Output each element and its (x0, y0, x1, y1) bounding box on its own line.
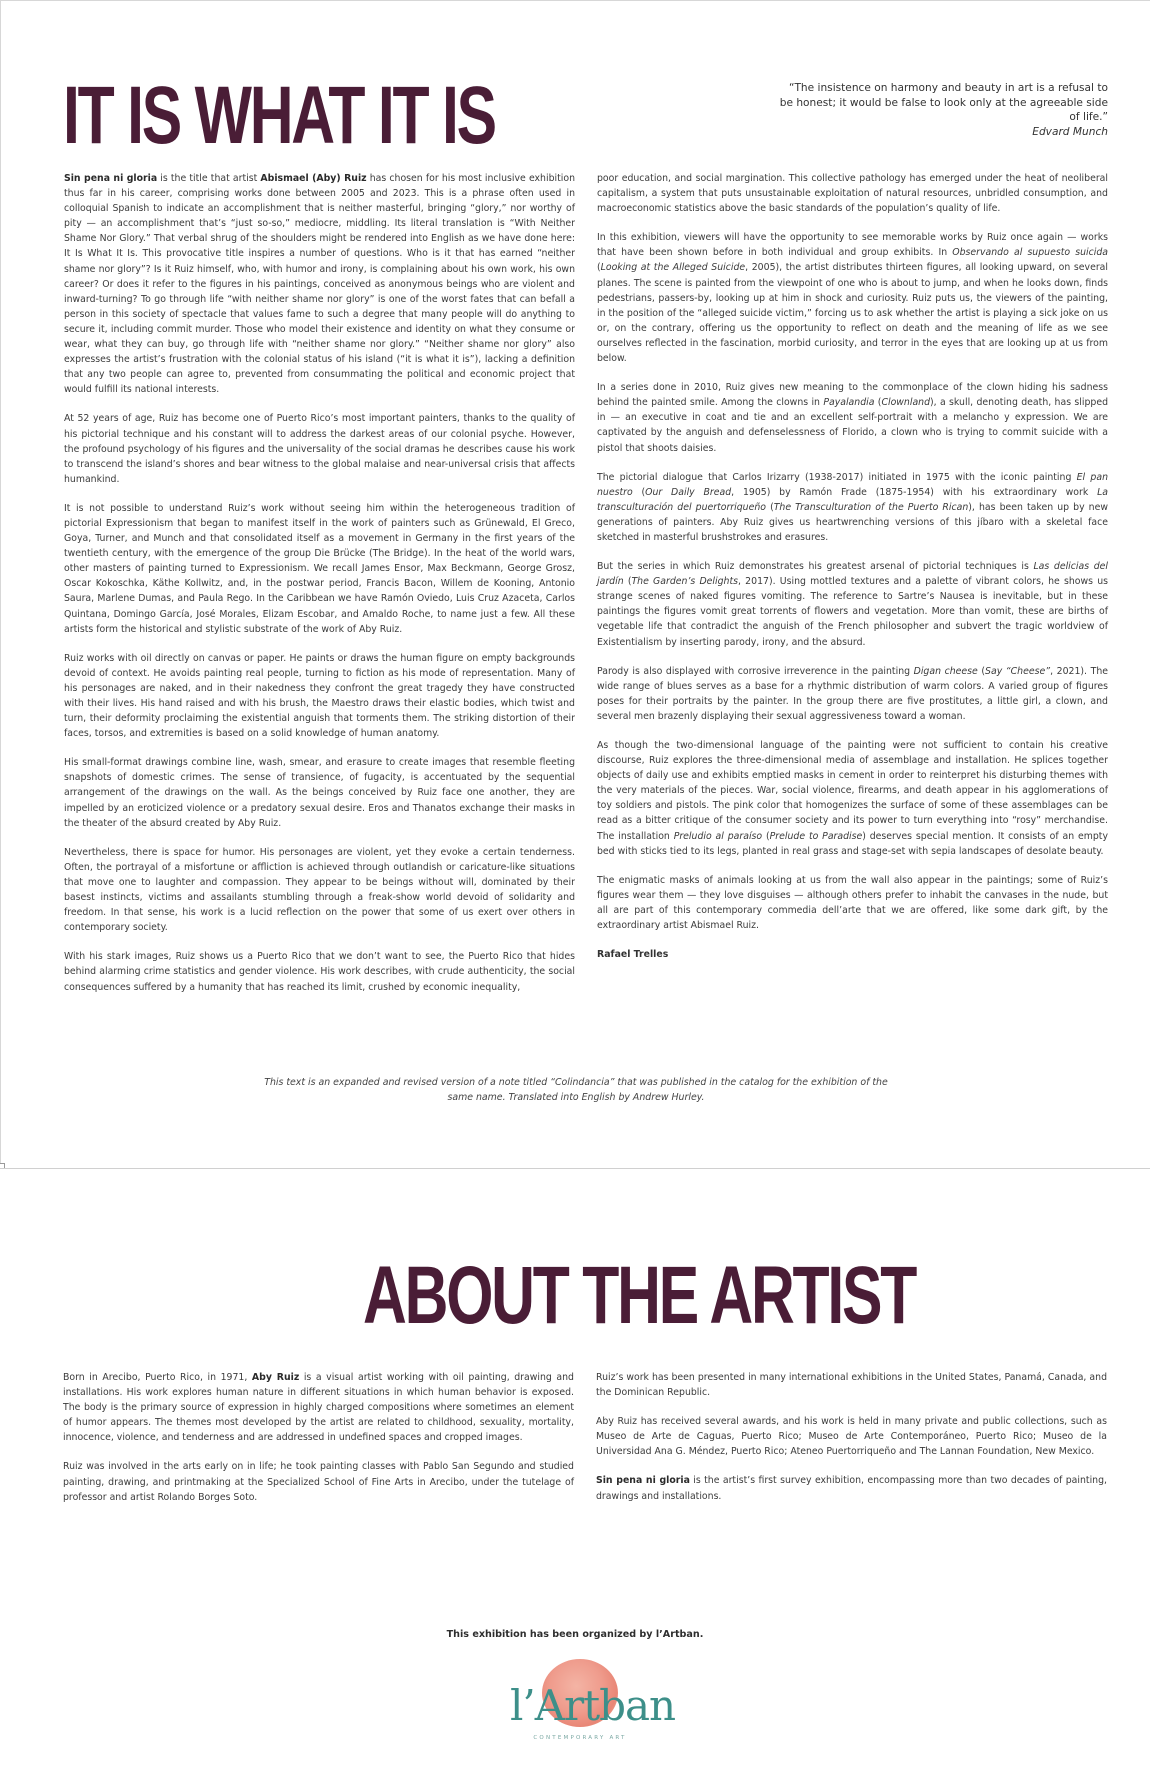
paragraph (596, 1473, 1107, 1503)
work-title: Our Daily Bread (645, 486, 732, 498)
paragraph: With his stark images, Ruiz shows us a Puerto Rico that we don’t want to see, the Puerto Rico that hides behind alarming crime statistics and gender violence. His work describes, with crude authenticity, the social consequences suffered by a humanity that has reached its limit, crushed by economic inequality, (64, 951, 575, 993)
paragraph (597, 738, 1108, 859)
work-title: Looking at the Alleged Suicide (600, 262, 746, 274)
work-title: El pan nuestro (597, 471, 1108, 498)
text-run: ( (632, 486, 646, 498)
work-title: Clownland (881, 397, 931, 409)
text-run: is the artist’s first survey exhibition, encompassing more than two decades of painting, drawings and installations. (596, 1475, 1108, 1502)
paragraph (63, 1370, 574, 1445)
work-title: La transculturación del puertorriqueño (597, 486, 1109, 513)
text-run: ), a skull, denoting death, has slipped in — an executive in coat and tie and an excellent self-portrait with a melancho y expression. We are captivated by the anguish and defenselessness of Florido, a clown who is trying to commit suicide with a pistol that shoots daisies. (597, 397, 1109, 454)
work-title: Payalandia (823, 397, 875, 409)
work-title: The Garden’s Delights (631, 576, 739, 588)
work-title: Las delicias del jardín (597, 561, 1108, 588)
text-run: In this exhibition, viewers will have the opportunity to see memorable works by Ruiz once again — works that have been shown before in both individual and group exhibits. In (597, 232, 1108, 259)
quote-author: Edvard Munch (1032, 125, 1108, 138)
text-run: , 2005), the artist distributes thirteen figures, all looking upward, on several planes. The scene is painted from the viewpoint of one who is about to jump, and when he looks down, finds pedestrians, passers-by, looking up at him in shock and curiosity. Ruiz puts us, the viewers of the painting, in the position of the “alleged suicide victim,” forcing us to ask whether the artist is playing a sick joke on us or, on the contrary, offering us the opportunity to reflect on death and the meaning of life as we see ourselves reflected in the fascination, morbid curiosity, and terror in the eyes that are looking up at us from below. (597, 262, 1108, 365)
about-title: ABOUT THE ARTIST (363, 1250, 916, 1341)
paragraph (597, 664, 1108, 724)
about-page (0, 1168, 1150, 1782)
work-title: Say “Cheese” (985, 665, 1051, 677)
text-run: Born in Arecibo, Puerto Rico, in 1971, (63, 1372, 252, 1383)
text-run: is a visual artist working with oil painting, drawing and installations. His work explores human nature in different situations in which human behavior is exposed. The body is the primary source of expression in highly charged compositions where sometimes an element of humor appears. The themes most developed by the artist are related to childhood, sexuality, mortality, innocence, violence, and tenderness and are addressed in undefined spaces and cropped images. (63, 1372, 574, 1444)
text-run: , 2017). Using mottled textures and a palette of vibrant colors, he shows us strange scenes of naked figures vomiting. The reference to Sartre’s Nausea is inevitable, but in these paintings the figures vomit great torrents of flowers and vegetation. More than vomit, these are births of vegetable life that contradict the anguish of the French philosopher and subvert the tragic worldview of Existentialism by inserting parody, irony, and the absurd. (597, 576, 1109, 648)
lartban-logo (510, 1659, 676, 1754)
text-run: ), has been taken up by new generations of painters. Aby Ruiz gives us heartwrenching versions of this jíbaro with a skeletal face sketched in masterful brushstrokes and erasures. (597, 501, 1108, 543)
text-run: is the title that artist (157, 173, 261, 184)
artist-name-bold: Abismael (Aby) Ruiz (260, 173, 367, 184)
exhibition-title-bold: Sin pena ni gloria (596, 1475, 690, 1487)
text-run: As though the two-dimensional language of the painting were not sufficient to contain his creative discourse, Ruiz explores the three-dimensional media of assemblage and installation. He splices together objects of daily use and exhibits emptied masks in cement in order to reinterpret his disturbing themes with the very materials of the pieces. War, social violence, firearms, and death appear in his agglomerations of toy soldiers and pistols. The pink color that homogenizes the surface of some of these assemblages can be read as a bitter critique of the consumer society and its power to turn everything into “rosy” merchandise. The installation (597, 740, 1108, 842)
paragraph (64, 171, 575, 397)
paragraph: Ruiz was involved in the arts early on in life; he took painting classes with Pablo San Segundo and studied painting, drawing, and printmaking at the Specialized School of Fine Arts in Arecibo, under the tutelage of professor and artist Rolando Borges Soto. (63, 1461, 574, 1503)
paragraph (597, 380, 1108, 455)
paragraph: Aby Ruiz has received several awards, and his work is held in many private and public collections, such as Museo de Arte de Caguas, Puerto Rico; Museo de Arte Contemporáneo, Puerto Rico; Museo de la Universidad Ana G. Méndez, Puerto Rico; Ateneo Puertorriqueño and The Lannan Foundation, New Mexico. (596, 1416, 1107, 1458)
text-run: ( (762, 830, 770, 842)
text-run: ) deserves special mention. It consists of an empty bed with sticks tied to its legs, planted in real grass and stage-set with sepia landscapes of desolate beauty. (597, 830, 1108, 857)
work-title: Digan cheese (913, 665, 978, 677)
paragraph (597, 230, 1108, 366)
essay-column-left (64, 171, 575, 1009)
about-column-right (596, 1370, 1107, 1518)
paragraph: Nevertheless, there is space for humor. His personages are violent, yet they evoke a certain tenderness. Often, the portrayal of a misfortune or affliction is achieved through outlandish or caricature-like situations that move one to laughter and compassion. They appear to be beings without will, dominated by their basest instincts, victims and assailants stumbling through a freak-show world devoid of solidarity and freedom. In that sense, his work is a lucid reflection on the power that some of us exert over others in contemporary society. (64, 846, 575, 934)
text-run: Parody is also displayed with corrosive irreverence in the painting (597, 665, 914, 677)
text-run: ( (597, 262, 601, 274)
paragraph: poor education, and social margination. This collective pathology has emerged under the heat of neoliberal capitalism, a system that puts unsustainable exploitation of natural resources, unbridled consumption, and macroeconomic statistics above the basic standards of the population’s quality of life. (597, 173, 1108, 215)
logo-tagline: CONTEMPORARY ART (533, 1735, 627, 1741)
paragraph: It is not possible to understand Ruiz’s work without seeing him within the heterogeneous tradition of pictorial Expressionism that began to manifest itself in the work of painters such as Grünewald, El Greco, Goya, Turner, and Munch and that consolidated itself as a movement in Germany in the first years of the twentieth century, with the emergence of the group Die Brücke (The Bridge). In the heat of the world wars, other masters of painting turned to Expressionism. We recall James Ensor, Max Beckmann, George Grosz, Oscar Kokoschka, Käthe Kollwitz, and, in the postwar period, Francis Bacon, Willem de Kooning, Antonio Saura, Marlene Dumas, and Paula Rego. In the Caribbean we have Ramón Oviedo, Luis Cruz Azaceta, Carlos Quintana, Domingo García, José Morales, Elizam Escobar, and Amaldo Roche, to name just a few. All these artists form the historical and stylistic substrate of the work of Aby Ruiz. (64, 502, 575, 635)
work-title: Prelude to Paradise (769, 830, 863, 842)
work-title: Preludio al paraíso (673, 830, 763, 842)
paragraph: Ruiz’s work has been presented in many international exhibitions in the United States, Panamá, Canada, and the Dominican Republic. (596, 1372, 1107, 1399)
paragraph (597, 559, 1108, 650)
logo-wordmark: l’Artban (510, 1681, 676, 1730)
artist-name-bold: Aby Ruiz (251, 1372, 300, 1383)
text-run: In a series done in 2010, Ruiz gives new meaning to the commonplace of the clown hiding his sadness behind the painted smile. Among the clowns in (597, 382, 1108, 409)
work-title: The Transculturation of the Puerto Rican (773, 501, 969, 513)
paragraph: His small-format drawings combine line, wash, smear, and erasure to create images that resemble fleeting snapshots of domestic crimes. The sense of transience, of fugacity, is accentuated by the sequential arrangement of the drawings on the wall. As the beings conceived by Ruiz face one another, they are impelled by an eroticized violence or a predatory sexual desire. Eros and Thanatos exchange their masks in the theater of the absurd created by Aby Ruiz. (64, 757, 575, 829)
about-column-left (63, 1370, 574, 1519)
organizer-credit: This exhibition has been organized by l’Artban. (446, 1629, 704, 1640)
author-signature: Rafael Trelles (597, 949, 669, 961)
paragraph: The enigmatic masks of animals looking at us from the wall also appear in the paintings; some of Ruiz’s figures wear them — they love disguises — although others prefer to inhabit the canvases in the nude, but all are part of this contemporary commedia dell’arte that we are offered, like some dark gift, by the extraordinary artist Abismael Ruiz. (597, 874, 1108, 932)
quote-text: “The insistence on harmony and beauty in art is a refusal to be honest; it would be false to look only at the agreeable side of life.” (779, 82, 1108, 123)
text-run: The pictorial dialogue that Carlos Irizarry (1938-2017) initiated in 1975 with the iconic painting (597, 471, 1077, 483)
paragraph (597, 470, 1108, 545)
paragraph: Ruiz works with oil directly on canvas or paper. He paints or draws the human figure on empty backgrounds devoid of context. He avoids painting real people, turning to fiction as his mode of representation. Many of his personages are naked, and in their nakedness they confront the great tragedy they have constructed with their lives. His hand raised and with his brush, the Maestro draws their elastic bodies, which twist and turn, their deformity proclaiming the existential anguish that torments them. The striking distortion of their faces, torsos, and extremities is based on a solid knowledge of human anatomy. (64, 652, 575, 740)
text-run: ( (977, 665, 986, 677)
text-run: has chosen for his most inclusive exhibition thus far in his career, comprising works done between 2005 and 2023. This is a phrase often used in colloquial Spanish to indicate an accomplishment that is neither masterful, bringing “glory,” nor worthy of pity — an accomplishment that’s “just so-so,” mediocre, middling. Its literal translation is “With Neither Shame Nor Glory.” That verbal shrug of the shoulders might be rendered into English as we have done here: It Is What It Is. This provocative title inspires a number of questions. Who is it that has earned “neither shame nor glory”? Is it Ruiz himself, who, with humor and irony, is complaining about his own work, his own career? Or does it refer to the figures in his paintings, conceived as anonymous beings who are violent and inward-turning? To go through life “with neither shame nor glory” is one of the worst fates that can befall a person in this society of spectacle that values fame to such a degree that many people will do anything to secure it, including commit murder. Those who model their existence and identity on what they consume or wear, what they can buy, go through life with “neither shame nor glory.” “Neither shame nor glory” also expresses the artist’s frustration with the colonial status of his island (“it is what it is”), lacking a definition that any two people can agree to, prevented from consummating the political and economic project that would fulfill its national interests. (64, 173, 575, 396)
paragraph: At 52 years of age, Ruiz has become one of Puerto Rico’s most important painters, thanks to the quality of his pictorial technique and his constant will to address the darkest areas of our colonial psyche. However, the profound psychology of his figures and the universality of the social dramas he describes cause his work to transcend the island’s shores and bear witness to the global malaise and near-universal crisis that affects humankind. (64, 413, 575, 485)
epigraph-quote (778, 81, 1108, 139)
text-run: , 2021). The wide range of blues serves as a base for a rhythmic distribution of warm colors. A varied group of figures poses for their portraits by the painter. In the group there are five prostitutes, a little girl, a clown, and several men brazenly displaying their sexual aggressiveness toward a woman. (597, 665, 1108, 722)
translation-note: This text is an expanded and revised version of a note titled “Colindancia” that was published in the catalog for the exhibition of the same name. Translated into English by Andrew Hurley. (264, 1077, 888, 1103)
exhibition-title-bold: Sin pena ni gloria (64, 173, 158, 184)
essay-title: IT IS WHAT IT IS (63, 70, 495, 161)
text-run: ( (874, 397, 882, 409)
work-title: Observando al supuesto suicida (952, 247, 1109, 259)
essay-column-right (597, 171, 1108, 976)
text-run: ( (765, 501, 774, 513)
text-run: But the series in which Ruiz demonstrates his greatest arsenal of pictorial techniques is (597, 561, 1034, 573)
text-run: , 1905) by Ramón Frade (1875-1954) with his extraordinary work (731, 486, 1098, 498)
text-run: ( (623, 576, 632, 588)
